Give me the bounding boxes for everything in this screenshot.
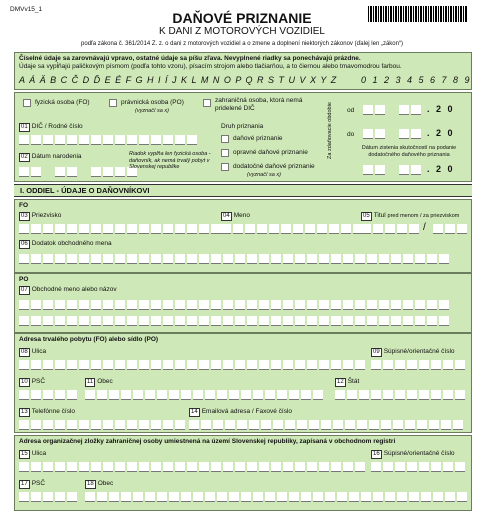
first-name-input[interactable] bbox=[221, 224, 363, 234]
branch-postal-code-input[interactable] bbox=[19, 492, 77, 502]
birth-date-input[interactable] bbox=[19, 167, 137, 177]
form-code: DMVv15_1 bbox=[10, 6, 43, 13]
title-after-input[interactable] bbox=[433, 224, 467, 234]
field-10-text: PSČ bbox=[31, 378, 46, 385]
field-05-text: Titul bbox=[373, 212, 386, 219]
po-note: (vyznačí sa x) bbox=[135, 108, 169, 114]
legal-note: podľa zákona č. 361/2014 Z. z. o dani z motorových vozidiel a o zmene a doplnení niektorých zákonov (ďalej len „zákon“) bbox=[81, 41, 403, 47]
field-02-number: 02 bbox=[21, 154, 28, 160]
field-06-label bbox=[19, 240, 112, 249]
period-to-input[interactable] bbox=[363, 129, 421, 139]
field-08-label bbox=[19, 348, 46, 357]
field-16-number: 16 bbox=[373, 451, 380, 457]
field-01-label bbox=[19, 123, 83, 132]
field-18-number: 18 bbox=[87, 481, 94, 487]
branch-heading: Adresa organizačnej zložky zahraničnej osoby umiestnená na území Slovenskej republiky, zapísaná v obchodnom registri bbox=[19, 438, 396, 445]
branch-street-input[interactable] bbox=[19, 462, 365, 472]
field-03-text: Priezvisko bbox=[31, 212, 62, 219]
return-type-supplementary-label: dodatočné daňové priznanie bbox=[233, 163, 315, 170]
surname-input[interactable] bbox=[19, 224, 221, 234]
branch-house-number-input[interactable] bbox=[371, 462, 465, 472]
sample-letters: A Á Ä B C Č D Ď E É F G H I Í J K L M N O P Q R S T U V X Y Z bbox=[19, 75, 338, 85]
field-15-number: 15 bbox=[21, 451, 28, 457]
field-18-label bbox=[85, 480, 113, 489]
instructions-box bbox=[14, 52, 472, 90]
company-name-input-2[interactable] bbox=[19, 316, 449, 326]
field-14-label bbox=[189, 408, 292, 417]
period-to-year: . 2 0 bbox=[427, 128, 455, 138]
field-14-number: 14 bbox=[191, 409, 198, 415]
street-input[interactable] bbox=[19, 360, 365, 370]
field-05-number: 05 bbox=[363, 213, 370, 219]
field-13-number: 13 bbox=[21, 409, 28, 415]
fo-label: fyzická osoba (FO) bbox=[35, 99, 90, 106]
return-type-corrective-label: opravné daňové priznanie bbox=[233, 149, 308, 156]
field-10-label bbox=[19, 378, 45, 387]
detection-date-label: Dátum zistenia skutočností na podanie dodatočného daňového priznania bbox=[361, 145, 457, 158]
city-input[interactable] bbox=[85, 390, 323, 400]
field-07-text: Obchodné meno alebo názov bbox=[31, 286, 117, 293]
address-heading: Adresa trvalého pobytu (FO) alebo sídlo (PO) bbox=[19, 336, 159, 343]
return-type-supplementary-checkbox[interactable] bbox=[221, 163, 229, 171]
field-16-text: Súpisné/orientačné číslo bbox=[383, 450, 455, 457]
field-15-text: Ulica bbox=[31, 450, 47, 457]
field-12-number: 12 bbox=[337, 379, 344, 385]
period-from-input[interactable] bbox=[363, 105, 421, 115]
po-heading: PO bbox=[19, 276, 29, 283]
address-block bbox=[14, 333, 472, 433]
field-09-label bbox=[371, 348, 455, 357]
field-01-number: 01 bbox=[21, 124, 28, 130]
field-15-label bbox=[19, 450, 46, 459]
field-07-label bbox=[19, 286, 117, 295]
section1-heading: I. ODDIEL - ÚDAJE O DAŇOVNÍKOVI bbox=[14, 184, 472, 197]
country-input[interactable] bbox=[335, 390, 465, 400]
return-type-normal-label: daňové priznanie bbox=[233, 135, 283, 142]
field-12-label bbox=[335, 378, 359, 387]
branch-block bbox=[14, 435, 472, 511]
field-09-text: Súpisné/orientačné číslo bbox=[383, 348, 455, 355]
field-09-number: 09 bbox=[373, 349, 380, 355]
field-07-number: 07 bbox=[21, 287, 28, 293]
field-17-number: 17 bbox=[21, 481, 28, 487]
company-name-input-1[interactable] bbox=[19, 300, 449, 310]
branch-city-input[interactable] bbox=[85, 492, 467, 502]
instructions-line1: Číselné údaje sa zarovnávajú vpravo, ostatné údaje sa píšu zľava. Nevyplnené riadky sa ponechávajú prázdne. bbox=[19, 55, 361, 62]
return-type-normal-checkbox[interactable] bbox=[221, 135, 229, 143]
trade-name-addendum-input[interactable] bbox=[19, 254, 449, 264]
period-side-label: Za zdaňovacie obdobie bbox=[327, 102, 333, 159]
house-number-input[interactable] bbox=[371, 360, 465, 370]
field-06-number: 06 bbox=[21, 241, 28, 247]
field-08-text: Ulica bbox=[31, 348, 47, 355]
field-18-text: Obec bbox=[97, 480, 114, 487]
field-11-text: Obec bbox=[97, 378, 113, 385]
field-02-label bbox=[19, 153, 82, 162]
field-04-label bbox=[221, 212, 250, 221]
phone-input[interactable] bbox=[19, 420, 185, 430]
page-subtitle: K DANI Z MOTOROVÝCH VOZIDIEL bbox=[159, 26, 325, 37]
email-fax-input[interactable] bbox=[189, 420, 463, 430]
po-label: právnická osoba (PO) bbox=[121, 99, 184, 106]
field-06-text: Dodatok obchodného mena bbox=[31, 240, 112, 247]
return-type-note: (vyznačí sa x) bbox=[247, 172, 281, 178]
po-checkbox[interactable] bbox=[109, 99, 117, 107]
field-13-text: Telefónne číslo bbox=[31, 408, 76, 415]
return-type-corrective-checkbox[interactable] bbox=[221, 149, 229, 157]
dic-input[interactable] bbox=[19, 135, 197, 145]
fo-checkbox[interactable] bbox=[23, 99, 31, 107]
title-before-input[interactable] bbox=[361, 224, 419, 234]
title-separator: / bbox=[423, 222, 426, 233]
po-block bbox=[14, 273, 472, 333]
fo-block bbox=[14, 199, 472, 273]
field-11-label bbox=[85, 378, 113, 387]
birth-note: Riadok vyplňa len fyzická osoba - daňovník, ak nemá trvalý pobyt v Slovenskej republike bbox=[129, 151, 211, 170]
field-16-label bbox=[371, 450, 455, 459]
field-04-number: 04 bbox=[223, 213, 230, 219]
instructions-line2: Údaje sa vypĺňajú paličkovým písmom (podľa tohto vzoru), písacím strojom alebo tlačiarňou, a to čiernou alebo tmavomodrou farbou. bbox=[19, 63, 402, 70]
field-17-label bbox=[19, 480, 45, 489]
return-type-heading: Druh priznania bbox=[221, 123, 264, 130]
period-od-label: od bbox=[347, 107, 355, 114]
field-04-text: Meno bbox=[233, 212, 250, 219]
taxpayer-info-block bbox=[14, 92, 472, 182]
field-10-number: 10 bbox=[21, 379, 28, 385]
period-from-year: . 2 0 bbox=[427, 104, 455, 114]
period-do-label: do bbox=[347, 131, 355, 138]
field-05-note: pred menom / za priezviskom bbox=[387, 213, 460, 219]
field-13-label bbox=[19, 408, 75, 417]
field-03-number: 03 bbox=[21, 213, 28, 219]
sample-digits: 0 1 2 3 4 5 6 7 8 9 bbox=[361, 75, 472, 85]
field-01-text: DIČ / Rodné číslo bbox=[31, 123, 83, 130]
field-08-number: 08 bbox=[21, 349, 28, 355]
field-03-label bbox=[19, 212, 61, 221]
field-17-text: PSČ bbox=[31, 480, 46, 487]
detection-date-input[interactable] bbox=[363, 165, 421, 175]
field-11-number: 11 bbox=[87, 379, 94, 385]
field-12-text: Štát bbox=[347, 378, 360, 385]
foreign-checkbox[interactable] bbox=[203, 99, 211, 107]
field-14-text: Emailová adresa / Faxové číslo bbox=[201, 408, 293, 415]
fo-heading: FO bbox=[19, 202, 29, 209]
detection-date-year: . 2 0 bbox=[427, 164, 455, 174]
foreign-label: zahraničná osoba, ktorá nemá pridelené DIČ bbox=[215, 97, 303, 112]
page-title: DAŇOVÉ PRIZNANIE bbox=[172, 10, 312, 26]
field-02-text: Dátum narodenia bbox=[31, 153, 82, 160]
field-05-label bbox=[361, 212, 459, 221]
postal-code-input[interactable] bbox=[19, 390, 77, 400]
